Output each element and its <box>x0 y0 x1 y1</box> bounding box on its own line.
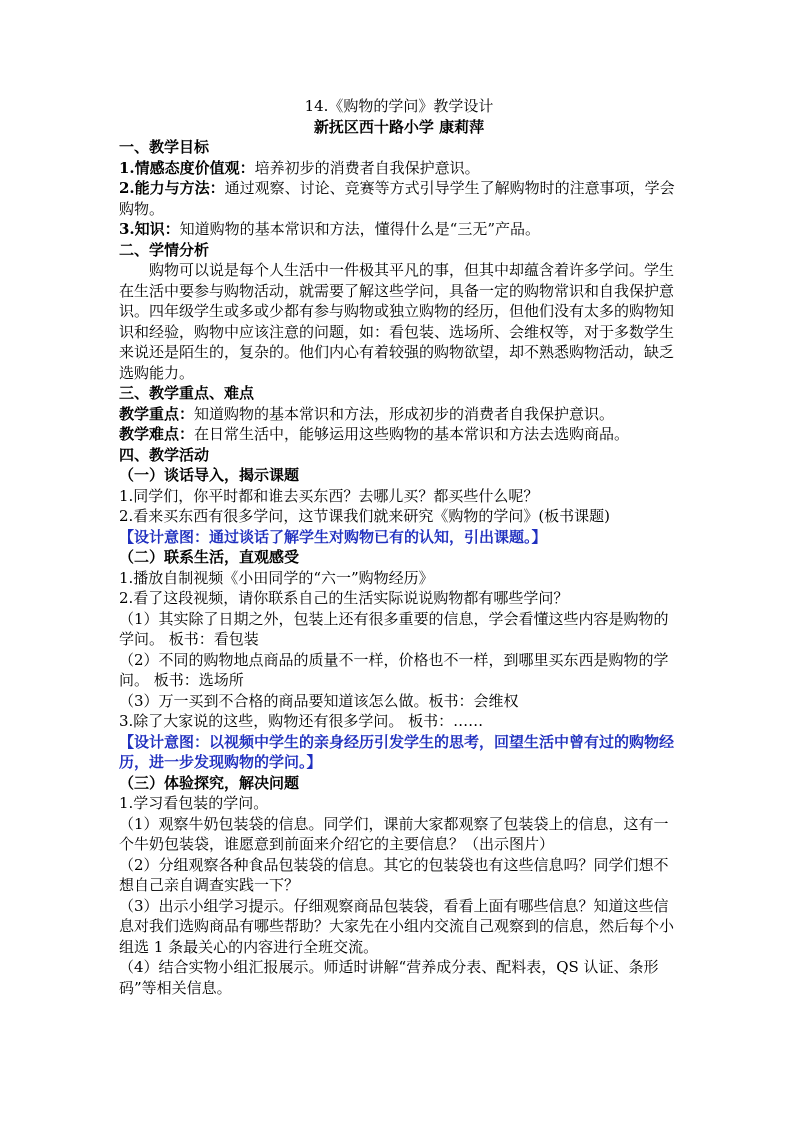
activity-line: 1.同学们，你平时都和谁去买东西？去哪儿买？都买些什么呢？ <box>119 486 539 505</box>
section-heading-keypoints: 三、教学重点、难点 <box>119 384 255 402</box>
activity-line: （2）不同的购物地点商品的质量不一样，价格也不一样，到哪里买东西是购物的学问。 板书：选场所 <box>119 650 669 689</box>
activity-line: （4）结合实物小组汇报展示。师适时讲解“营养成分表、配料表，QS 认证、条形码”等相关信息。 <box>119 958 659 997</box>
activity-line: （1）观察牛奶包装袋的信息。同学们，课前大家都观察了包装袋上的信息，这有一个牛奶包装袋，谁愿意到前面来介绍它的主要信息？（出示图片） <box>119 814 669 853</box>
activity-line: 2.看来买东西有很多学问，这节课我们就来研究《购物的学问》(板书课题) <box>119 507 611 525</box>
goal-item: 2.能力与方法：通过观察、讨论、竞赛等方式引导学生了解购物时的注意事项，学会购物。 <box>119 179 675 218</box>
activity-line: （1）其实除了日期之外，包装上还有很多重要的信息，学会看懂这些内容是购物的学问。 板书：看包装 <box>119 609 669 648</box>
design-intent-note: 【设计意图：以视频中学生的亲身经历引发学生的思考，回望生活中曾有过的购物经历，进一步发现购物的学问。】 <box>119 732 675 771</box>
design-intent-note: 【设计意图：通过谈话了解学生对购物已有的认知，引出课题。】 <box>119 527 547 546</box>
activity-line: 2.看了这段视频，请你联系自己的生活实际说说购物都有哪些学问？ <box>119 589 569 607</box>
activity-heading-1: （一）谈话导入，揭示课题 <box>119 466 300 484</box>
activity-line: 1.学习看包装的学问。 <box>119 794 269 812</box>
activity-line: （3）万一买到不合格的商品要知道该怎么做。板书：会维权 <box>119 691 519 710</box>
document-author: 新抚区西十路小学 康莉萍 <box>313 117 485 136</box>
goal-item: 3.知识：知道购物的基本常识和方法，懂得什么是“三无”产品。 <box>119 220 541 238</box>
analysis-paragraph: 购物可以说是每个人生活中一件极其平凡的事，但其中却蕴含着许多学问。学生在生活中要参与购物活动，就需要了解这些学问，具备一定的购物常识和自我保护意识。四年级学生或多或少都有参与购物或独立购物的经历，但他们没有太多的购物知识和经验，购物中应该注意的问题，如：看包装、选场所、会维权等，对于多数学生来说还是陌生的，复杂的。他们内心有着较强的购物欲望，却不熟悉购物活动，缺乏选购能力。 <box>119 261 675 382</box>
activity-heading-3: （三）体验探究，解决问题 <box>119 773 300 792</box>
activity-line: （3）出示小组学习提示。仔细观察商品包装袋，看看上面有哪些信息？知道这些信息对我们选购商品有哪些帮助？大家先在小组内交流自己观察到的信息，然后每个小组选 1 条最关心的内容进行全班交流。 <box>119 896 675 956</box>
activity-line: 3.除了大家说的这些，购物还有很多学问。 板书：…… <box>119 712 484 730</box>
difficult-point: 教学难点：在日常生活中，能够运用这些购物的基本常识和方法去选购商品。 <box>119 425 630 443</box>
document-title: 14.《购物的学问》教学设计 <box>304 97 494 115</box>
goal-item: 1.情感态度价值观：培养初步的消费者自我保护意识。 <box>119 158 480 177</box>
section-heading-analysis: 二、学情分析 <box>119 240 210 259</box>
activity-heading-2: （二）联系生活，直观感受 <box>119 548 300 566</box>
activity-line: 1.播放自制视频《小田同学的“六一”购物经历》 <box>119 568 434 587</box>
activity-line: （2）分组观察各种食品包装袋的信息。其它的包装袋也有这些信息吗？同学们想不想自己亲自调查实践一下？ <box>119 855 669 894</box>
key-point: 教学重点：知道购物的基本常识和方法，形成初步的消费者自我保护意识。 <box>119 404 615 423</box>
document-body <box>119 96 679 998</box>
section-heading-activities: 四、教学活动 <box>119 445 210 464</box>
section-heading-goals: 一、教学目标 <box>119 138 210 156</box>
